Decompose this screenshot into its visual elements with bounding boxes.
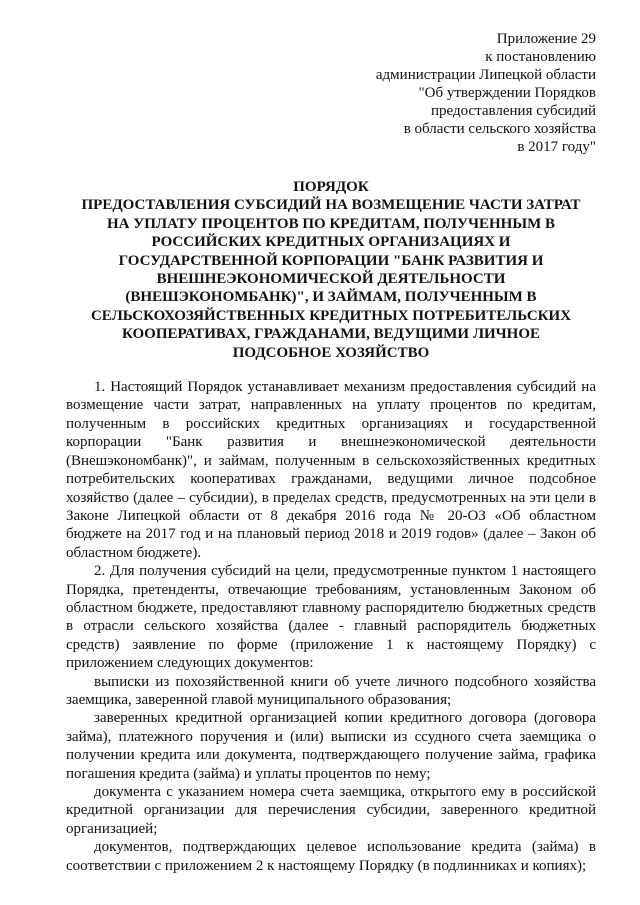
paragraph-2: 2. Для получения субсидий на цели, предусмотренные пунктом 1 настоящего Порядка, претенденты, отвечающие требованиям, установленным Законом об областном бюджете, предоставляют главному распорядителю бюджетных средств в отрасли сельского хозяйства (далее - главный распорядитель бюджетных средств) заявление по форме (приложение 1 к настоящему Порядку) с приложением следующих документов: <box>66 563 596 672</box>
paragraph-list-item: документов, подтверждающих целевое использование кредита (займа) в соответствии с приложением 2 к настоящему Порядку (в подлинниках и копиях); <box>66 839 596 874</box>
paragraph-list-item: выписки из похозяйственной книги об учете личного подсобного хозяйства заемщика, заверенной главой муниципального образования; <box>66 673 596 708</box>
paragraph-list-item: документа с указанием номера счета заемщика, открытого ему в российской кредитной организации для перечисления субсидии, заверенного кредитной организацией; <box>66 784 596 837</box>
appendix-line: "Об утверждении Порядков <box>418 85 596 101</box>
appendix-header <box>66 30 596 156</box>
title-line: ПРЕДОСТАВЛЕНИЯ СУБСИДИЙ НА ВОЗМЕЩЕНИЕ ЧАСТИ ЗАТРАТ <box>81 197 581 214</box>
appendix-line: в 2017 году" <box>517 139 596 155</box>
paragraph-list-item: заверенных кредитной организацией копии кредитного договора (договора займа), платежного поручения и (или) выписки из ссудного счета заемщика о получении кредита или документа, подтверждающего получение займа, графика погашения кредита (займа) и уплаты процентов по нему; <box>66 710 596 782</box>
appendix-line: администрации Липецкой области <box>375 67 596 83</box>
title-line: (ВНЕШЭКОНОМБАНК)", И ЗАЙМАМ, ПОЛУЧЕННЫМ В <box>125 289 537 306</box>
appendix-line: к постановлению <box>485 49 596 65</box>
document-title <box>66 178 596 362</box>
title-line: КООПЕРАТИВАХ, ГРАЖДАНАМИ, ВЕДУЩИМИ ЛИЧНОЕ <box>121 326 541 343</box>
document-body <box>66 378 596 875</box>
appendix-line: Приложение 29 <box>496 31 596 47</box>
title-line: ГОСУДАРСТВЕННОЙ КОРПОРАЦИИ "БАНК РАЗВИТИЯ И <box>118 252 544 269</box>
title-line: СЕЛЬСКОХОЗЯЙСТВЕННЫХ КРЕДИТНЫХ ПОТРЕБИТЕЛЬСКИХ <box>90 307 572 324</box>
title-line: ПОРЯДОК <box>293 179 369 195</box>
appendix-line: в области сельского хозяйства <box>403 121 596 137</box>
title-line: РОССИЙСКИХ КРЕДИТНЫХ ОРГАНИЗАЦИЯХ И <box>151 234 511 251</box>
appendix-line: предоставления субсидий <box>430 103 596 119</box>
title-line: НА УПЛАТУ ПРОЦЕНТОВ ПО КРЕДИТАМ, ПОЛУЧЕННЫМ В <box>107 215 555 232</box>
title-line: ПОДСОБНОЕ ХОЗЯЙСТВО <box>232 344 430 361</box>
title-line: ВНЕШНЕЭКОНОМИЧЕСКОЙ ДЕЯТЕЛЬНОСТИ <box>156 271 506 288</box>
paragraph-1: 1. Настоящий Порядок устанавливает механизм предоставления субсидий на возмещение части затрат, направленных на уплату процентов по кредитам, полученным в российских кредитных организациях и государственной корпорации "Банк развития и внешнеэкономической деятельности (Внешэкономбанк)", и займам, полученным в сельскохозяйственных кредитных потребительских кооперативах гражданами, ведущими личное подсобное хозяйство (далее – субсидии), в пределах средств, предусмотренных на эти цели в Законе Липецкой области от 8 декабря 2016 года № 20-ОЗ «Об областном бюджете на 2017 год и на плановый период 2018 и 2019 годов» (далее – Закон об областном бюджете). <box>66 379 596 561</box>
